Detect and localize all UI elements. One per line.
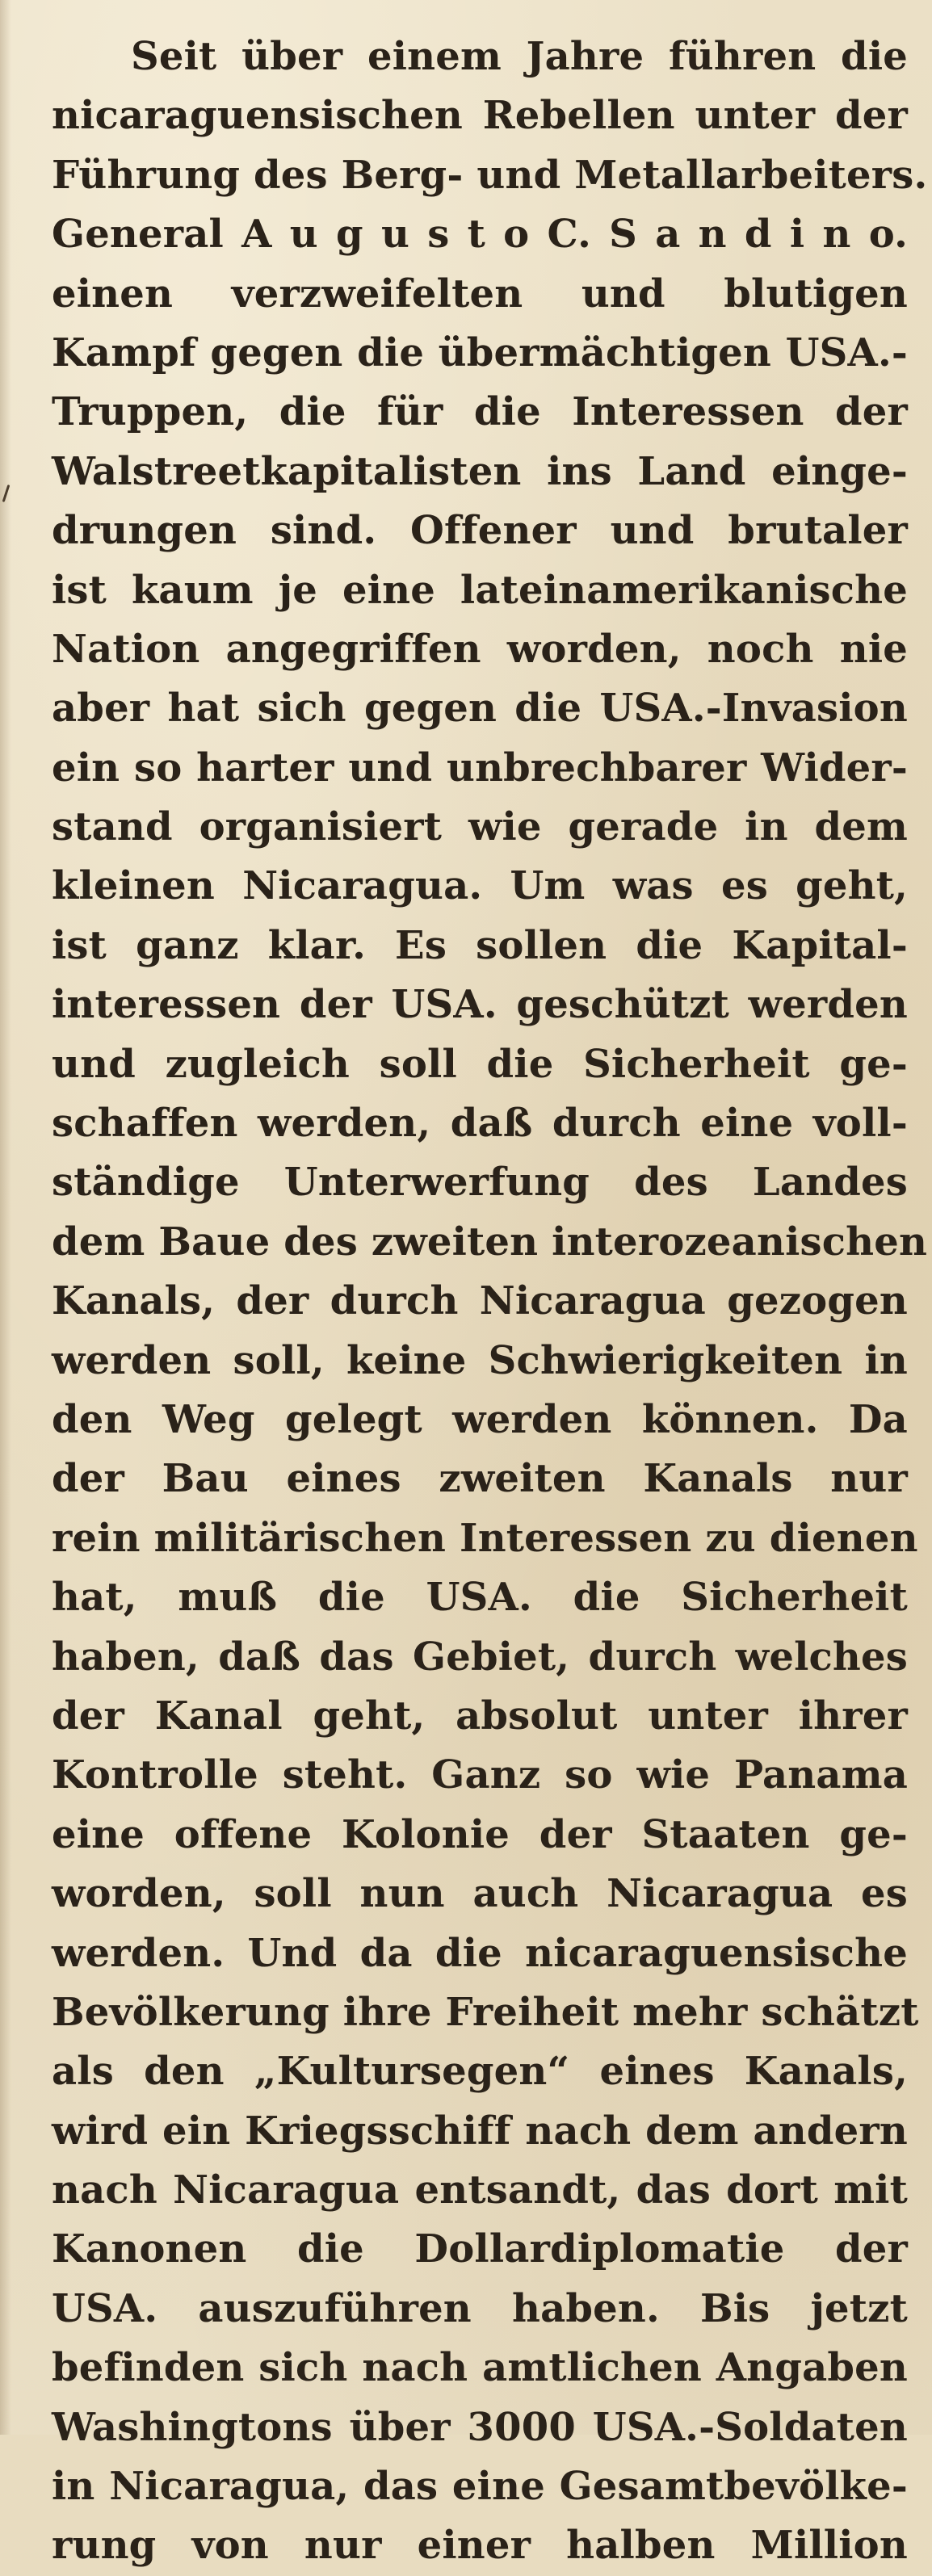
article-line: Bevölkerung ihre Freiheit mehr schätzt xyxy=(52,1989,919,2035)
article-line: als den „Kultursegen“ eines Kanals, xyxy=(52,2049,908,2095)
article-line: schaffen werden, daß durch eine voll- xyxy=(52,1101,908,1147)
article-line: Washingtons über 3000 USA.-Soldaten xyxy=(52,2404,908,2450)
article-line: nach Nicaragua entsandt, das dort mit xyxy=(52,2167,908,2213)
article-line: einen verzweifelten und blutigen xyxy=(52,271,908,317)
article-line: Seit über einem Jahre führen die xyxy=(131,34,908,79)
article-line: eine offene Kolonie der Staaten ge- xyxy=(52,1811,908,1857)
article-line: General A u g u s t o C. S a n d i n o. xyxy=(52,212,908,258)
article-line: rung von nur einer halben Million xyxy=(52,2523,908,2569)
article-line: interessen der USA. geschützt werden xyxy=(52,982,908,1028)
article-line: werden soll, keine Schwierigkeiten in xyxy=(52,1337,908,1383)
article-line: Führung des Berg- und Metallarbeiters. xyxy=(52,152,928,198)
article-line: Kanals, der durch Nicaragua gezogen xyxy=(52,1278,908,1324)
article-line: der Bau eines zweiten Kanals nur xyxy=(52,1456,908,1502)
article-line: rein militärischen Interessen zu dienen xyxy=(52,1515,918,1561)
article-line: Kontrolle steht. Ganz so wie Panama xyxy=(52,1752,908,1798)
article-line: haben, daß das Gebiet, durch welches xyxy=(52,1634,908,1680)
article-line: werden. Und da die nicaraguensische xyxy=(52,1930,908,1976)
article-line: worden, soll nun auch Nicaragua es xyxy=(52,1871,908,1917)
article-line: ist kaum je eine lateinamerikanische xyxy=(52,567,908,613)
article-line: USA. auszuführen haben. Bis jetzt xyxy=(52,2285,908,2331)
article-line: Kampf gegen die übermächtigen USA.- xyxy=(52,329,908,375)
article-line: stand organisiert wie gerade in dem xyxy=(52,804,908,850)
article-line: Nation angegriffen worden, noch nie xyxy=(52,626,908,672)
article-line: den Weg gelegt werden können. Da xyxy=(52,1396,908,1442)
article-line: kleinen Nicaragua. Um was es geht, xyxy=(52,863,908,909)
article-line: ein so harter und unbrechbarer Wider- xyxy=(52,745,908,791)
article-line: Walstreetkapitalisten ins Land einge- xyxy=(52,448,908,494)
article-text xyxy=(52,27,928,2576)
article-line: der Kanal geht, absolut unter ihrer xyxy=(52,1693,908,1739)
article-line: ständige Unterwerfung des Landes xyxy=(52,1160,908,1206)
article-line: wird ein Kriegsschiff nach dem andern xyxy=(52,2108,908,2154)
article-line: befinden sich nach amtlichen Angaben xyxy=(52,2345,908,2391)
article-line: aber hat sich gegen die USA.-Invasion xyxy=(52,686,908,732)
article-line: und zugleich soll die Sicherheit ge- xyxy=(52,1041,908,1087)
paper-edge-shadow xyxy=(0,0,11,2435)
article-line: dem Baue des zweiten interozeanischen xyxy=(52,1219,928,1265)
article-line: in Nicaragua, das eine Gesamtbevölke- xyxy=(52,2464,908,2510)
article-line: ist ganz klar. Es sollen die Kapital- xyxy=(52,922,908,968)
article-line: Truppen, die für die Interessen der xyxy=(52,389,908,435)
article-line: Kanonen die Dollardiplomatie der xyxy=(52,2226,908,2272)
article-line: nicaraguensischen Rebellen unter der xyxy=(52,93,908,139)
article-line: drungen sind. Offener und brutaler xyxy=(52,508,908,554)
article-line: hat, muß die USA. die Sicherheit xyxy=(52,1575,908,1621)
